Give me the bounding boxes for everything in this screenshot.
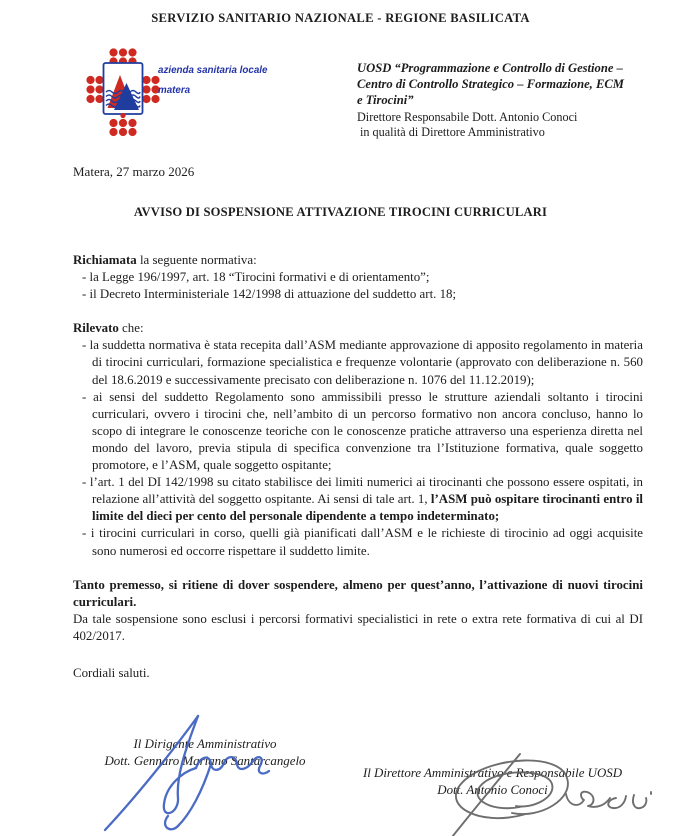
conclusion-statement: Tanto premesso, si ritiene di dover sospendere, almeno per quest’anno, l’attivazione di nuovi tirocini curriculari. — [73, 577, 643, 609]
findings-item — [73, 474, 643, 525]
unit-director-line: Direttore Responsabile Dott. Antonio Conoci — [357, 110, 578, 124]
subject-title: AVVISO DI SOSPENSIONE ATTIVAZIONE TIROCINI CURRICULARI — [133, 205, 548, 219]
service-header: SERVIZIO SANITARIO NAZIONALE - REGIONE BASILICATA — [151, 11, 530, 25]
conclusion-exception: Da tale sospensione sono esclusi i percorsi formativi specialistici in rete o extra rete formativa di cui al DI 402/2017. — [73, 611, 643, 643]
findings-item: - ai sensi del suddetto Regolamento sono ammissibili presso le strutture aziendali soltanto i tirocini curriculari, ovvero i tirocini che, nell’ambito di un percorso formativo non ancora concluso, hanno lo scopo di integrare le conoscenze teoriche con le conoscenze pratiche attraverso una esperienza diretta nel mondo del lavoro, previa stipula di specifica convenzione tra l’Istituzione formativa, quale soggetto promotore, e l’ASM, quale soggetto ospitante; — [82, 389, 643, 473]
letter-body — [73, 252, 643, 682]
place-date: Matera, 27 marzo 2026 — [73, 164, 195, 179]
right-signer-name: Dott. Antonio Conoci — [437, 782, 548, 797]
findings-lead — [73, 320, 643, 337]
asm-logo-icon — [86, 48, 160, 148]
unit-title-line2: Centro di Controllo Strategico – Formazione, ECM — [357, 77, 624, 91]
recital-lead-rest: la seguente normativa: — [136, 253, 257, 267]
handwritten-signature-left — [90, 704, 290, 836]
findings-item3-bold: l’ASM può ospitare tirocinanti entro il limite del dieci per cento del personale dipendente a tempo indeterminato; — [92, 492, 643, 524]
signature-stroke — [165, 764, 211, 829]
logo-wordmark — [158, 66, 267, 96]
right-signature-block — [320, 765, 665, 798]
left-signature-block — [70, 736, 340, 769]
letterhead — [0, 26, 681, 158]
closing-salutation: Cordiali saluti. — [73, 665, 150, 680]
logo-name-line1: azienda sanitaria locale — [158, 65, 268, 76]
signature-area — [0, 704, 681, 836]
logo-dots-left — [86, 76, 103, 103]
recital-item: - il Decreto Interministeriale 142/1998 di attuazione del suddetto art. 18; — [82, 287, 457, 302]
right-signer-role: Il Direttore Amministrativo e Responsabile UOSD — [362, 766, 623, 780]
signature-stroke — [105, 716, 198, 830]
findings-item: - i tirocini curriculari in corso, quelli già pianificati dall’ASM e le richieste di tirocinio ad oggi acquisite sono numerosi ed occorre rispettare il suddetto limite. — [82, 526, 643, 558]
recital-lead — [73, 252, 643, 269]
recital-lead-bold: Richiamata — [73, 253, 137, 267]
unit-role-line: in qualità di Direttore Amministrativo — [360, 124, 545, 139]
logo-name-line2: matera — [158, 85, 191, 96]
logo-dots-bottom — [109, 113, 136, 136]
findings-item: - la suddetta normativa è stata recepita dall’ASM mediante approvazione di apposito regolamento in materia di tirocini curriculari, formazione specialistica e frequenze volontarie (approvato con deliberazione n. 560 del 18.6.2019 e successivamente precisato con deliberazione n. 1076 del 11.12.2019); — [82, 338, 643, 387]
recital-item: - la Legge 196/1997, art. 18 “Tirocini formativi e di orientamento”; — [82, 270, 430, 285]
left-signer-role: Il Dirigente Amministrativo — [133, 737, 277, 751]
findings-item3-plain: - l’art. 1 del DI 142/1998 su citato stabilisce dei limiti numerici ai tirocinanti che possono essere ospitati, in relazione all’attività del soggetto ospitante. Ai sensi di tale art. 1, — [82, 475, 643, 507]
unit-title-line3: e Tirocini” — [357, 93, 414, 107]
unit-title-line1: UOSD “Programmazione e Controllo di Gestione – — [357, 61, 623, 75]
findings-lead-bold: Rilevato — [73, 321, 119, 336]
left-signer-name: Dott. Gennaro Mariano Santarcangelo — [104, 753, 306, 768]
findings-lead-rest: che: — [118, 321, 144, 336]
unit-block — [357, 60, 667, 139]
